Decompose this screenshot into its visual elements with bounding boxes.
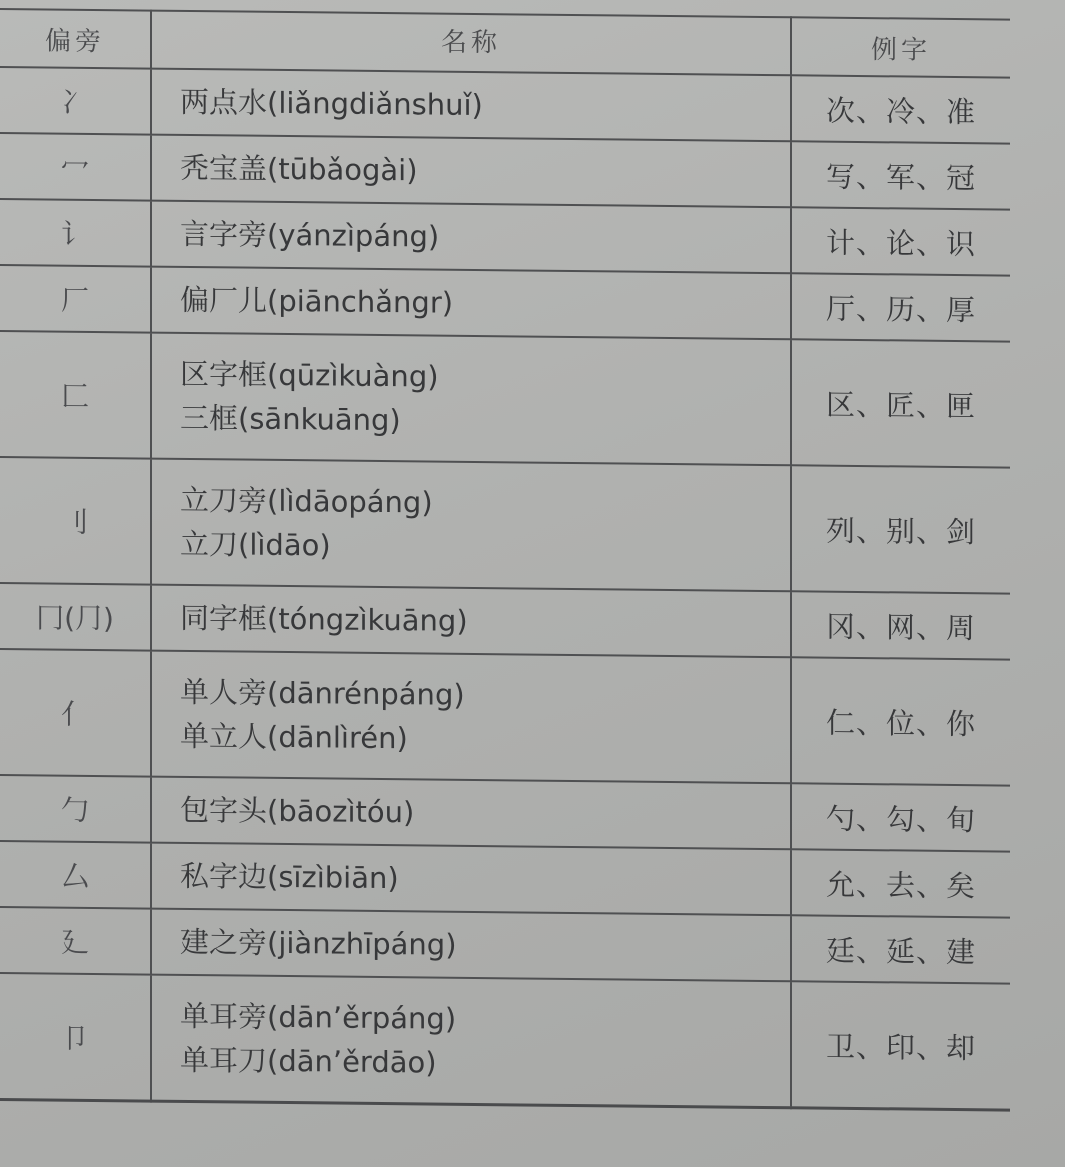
table-row [0, 583, 1010, 660]
name-cell [151, 333, 791, 466]
name-line: 包字头(bāozìtóu) [180, 792, 415, 830]
name-cell [151, 135, 791, 208]
name-line: 立刀旁(lìdāopáng) [180, 482, 433, 520]
table-row [0, 199, 1010, 276]
name-line: 单耳旁(dān’ěrpáng) [180, 998, 457, 1036]
examples-cell: 勺、勾、旬 [791, 783, 1010, 851]
name-cell [151, 843, 791, 916]
radical-cell: 厶 [0, 841, 151, 909]
table-row [0, 67, 1010, 144]
examples-cell: 写、军、冠 [791, 141, 1010, 209]
name-line: 区字框(qūzìkuàng) [180, 356, 439, 394]
radicals-table [0, 8, 1010, 1112]
header-row [0, 9, 1010, 78]
radical-cell: 亻 [0, 649, 151, 777]
radical-cell: 廴 [0, 907, 151, 975]
header-examples: 例字 [791, 17, 1010, 77]
radical-cell: 讠 [0, 199, 151, 267]
name-line: 立刀(lìdāo) [180, 526, 331, 563]
name-line: 单人旁(dānrénpáng) [180, 674, 465, 712]
table-row [0, 775, 1010, 852]
name-line: 单耳刀(dān’ěrdāo) [180, 1042, 437, 1080]
examples-cell: 区、匠、匣 [791, 339, 1010, 467]
name-line: 言字旁(yánzìpáng) [180, 216, 440, 254]
name-line: 三框(sānkuāng) [180, 400, 401, 438]
name-line: 秃宝盖(tūbǎogài) [180, 150, 418, 188]
radical-cell: 冫 [0, 67, 151, 135]
name-cell [151, 267, 791, 340]
table-row [0, 973, 1010, 1110]
name-cell [151, 909, 791, 982]
header-radical: 偏旁 [0, 9, 151, 69]
table-row [0, 331, 1010, 468]
name-cell [151, 201, 791, 274]
examples-cell: 次、冷、准 [791, 75, 1010, 143]
radical-cell: 厂 [0, 265, 151, 333]
name-line: 单立人(dānlìrén) [180, 718, 408, 756]
name-cell [151, 459, 791, 592]
radical-cell: 冂(⺆) [0, 583, 151, 651]
examples-cell: 厅、历、厚 [791, 273, 1010, 341]
examples-cell: 列、别、剑 [791, 465, 1010, 593]
radical-cell: 冖 [0, 133, 151, 201]
examples-cell: 允、去、矣 [791, 849, 1010, 917]
name-line: 建之旁(jiànzhīpáng) [180, 924, 457, 962]
name-cell [151, 777, 791, 850]
table-row [0, 265, 1010, 342]
name-cell [151, 975, 791, 1108]
examples-cell: 廷、延、建 [791, 915, 1010, 983]
table-row [0, 457, 1010, 594]
name-cell [151, 585, 791, 658]
examples-cell: 卫、印、却 [791, 981, 1010, 1110]
table-row [0, 649, 1010, 786]
radical-cell: 卩 [0, 973, 151, 1101]
table-row [0, 907, 1010, 984]
radical-cell: 勹 [0, 775, 151, 843]
radical-cell: 匚 [0, 331, 151, 459]
name-line: 私字边(sīzìbiān) [180, 858, 399, 896]
table-row [0, 841, 1010, 918]
table-row [0, 133, 1010, 210]
examples-cell: 冈、网、周 [791, 591, 1010, 659]
name-line: 同字框(tóngzìkuāng) [180, 600, 468, 638]
radical-cell: 刂 [0, 457, 151, 585]
header-name: 名称 [151, 11, 791, 76]
name-cell [151, 651, 791, 784]
name-line: 两点水(liǎngdiǎnshuǐ) [180, 84, 483, 123]
examples-cell: 计、论、识 [791, 207, 1010, 275]
name-cell [151, 69, 791, 142]
name-line: 偏厂儿(piānchǎngr) [180, 282, 454, 320]
examples-cell: 仁、位、你 [791, 657, 1010, 785]
